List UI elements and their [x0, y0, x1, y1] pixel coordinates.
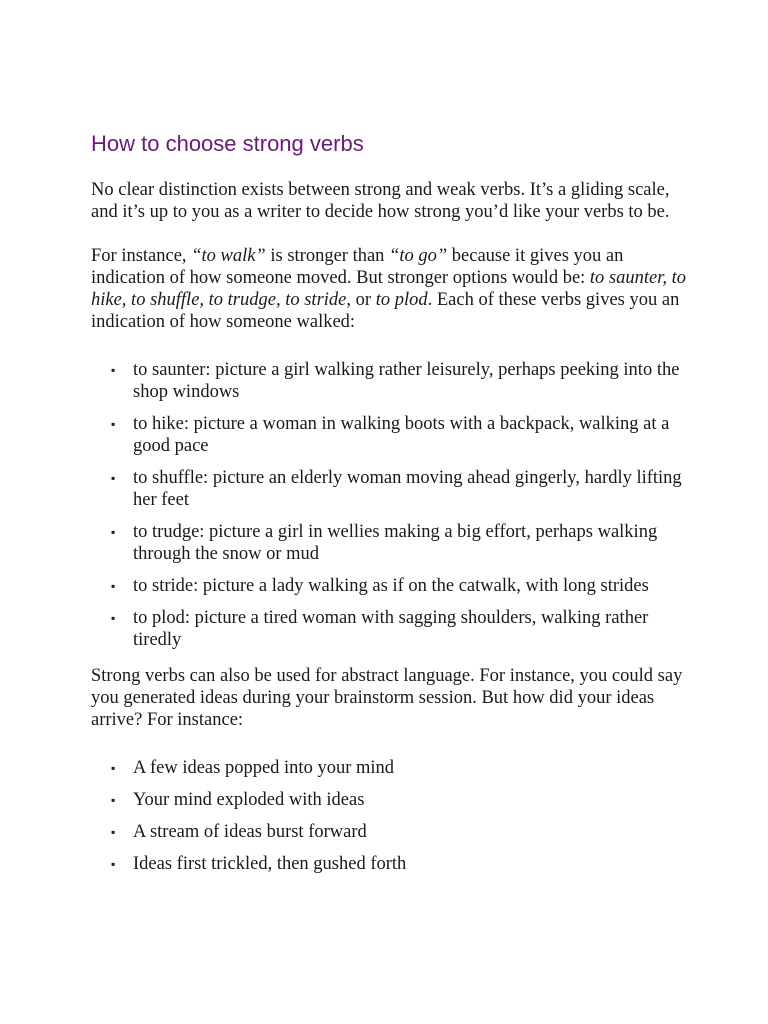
quote-to-go: “to go”: [389, 246, 448, 266]
walk-paragraph-text-5: . Each of these verbs gives you an indication of how someone walked:: [91, 290, 680, 332]
bullet-icon: ▪: [111, 761, 116, 775]
list-item: [91, 607, 691, 651]
bullet-icon: ▪: [111, 825, 116, 839]
bullet-icon: ▪: [111, 611, 116, 625]
bullet-icon: ▪: [111, 857, 116, 871]
list-item-text: to trudge: picture a girl in wellies making a big effort, perhaps walking through the snow or mud: [133, 522, 658, 564]
list-item: [91, 853, 691, 875]
bullet-icon: ▪: [111, 525, 116, 539]
bullet-icon: ▪: [111, 793, 116, 807]
list-item-text: Ideas first trickled, then gushed forth: [133, 854, 407, 874]
bullet-icon: ▪: [111, 579, 116, 593]
bullet-icon: ▪: [111, 471, 116, 485]
list-item: [91, 575, 691, 597]
list-item-text: to stride: picture a lady walking as if on the catwalk, with long strides: [133, 576, 649, 596]
walk-verbs-list: [91, 359, 691, 651]
list-item: [91, 757, 691, 779]
verb-options: to saunter, to hike, to shuffle, to trudge, to stride,: [91, 268, 687, 310]
list-item: [91, 789, 691, 811]
list-item: [91, 521, 691, 565]
list-item-text: to shuffle: picture an elderly woman moving ahead gingerly, hardly lifting her feet: [133, 468, 682, 510]
intro-paragraph: No clear distinction exists between strong and weak verbs. It’s a gliding scale, and it’s up to you as a writer to decide how strong you’d like your verbs to be.: [91, 180, 670, 222]
bullet-icon: ▪: [111, 363, 116, 377]
walk-paragraph-text-2: is stronger than: [265, 246, 390, 266]
walk-paragraph-text-4: or: [351, 290, 376, 310]
bullet-icon: ▪: [111, 417, 116, 431]
list-item-text: Your mind exploded with ideas: [133, 790, 365, 810]
list-item-text: A few ideas popped into your mind: [133, 758, 395, 778]
list-item: [91, 413, 691, 457]
abstract-paragraph: Strong verbs can also be used for abstract language. For instance, you could say you generated ideas during your brainstorm session. But how did your ideas arrive? For instance:: [91, 666, 683, 730]
quote-to-walk: “to walk”: [191, 246, 266, 266]
walk-paragraph: [91, 245, 691, 333]
verb-option-plod: to plod: [375, 290, 428, 310]
walk-paragraph-text-3: because it gives you an indication of how someone moved. But stronger options would be:: [91, 246, 624, 288]
list-item-text: to saunter: picture a girl walking rather leisurely, perhaps peeking into the shop windows: [133, 360, 680, 402]
list-item: [91, 467, 691, 511]
document-page: [91, 128, 691, 885]
list-item: [91, 359, 691, 403]
ideas-list: [91, 757, 691, 875]
list-item-text: to plod: picture a tired woman with sagging shoulders, walking rather tiredly: [133, 608, 649, 650]
section-heading: How to choose strong verbs: [91, 131, 364, 156]
list-item-text: A stream of ideas burst forward: [133, 822, 367, 842]
walk-paragraph-text-1: For instance,: [91, 246, 192, 266]
list-item-text: to hike: picture a woman in walking boots with a backpack, walking at a good pace: [133, 414, 670, 456]
list-item: [91, 821, 691, 843]
